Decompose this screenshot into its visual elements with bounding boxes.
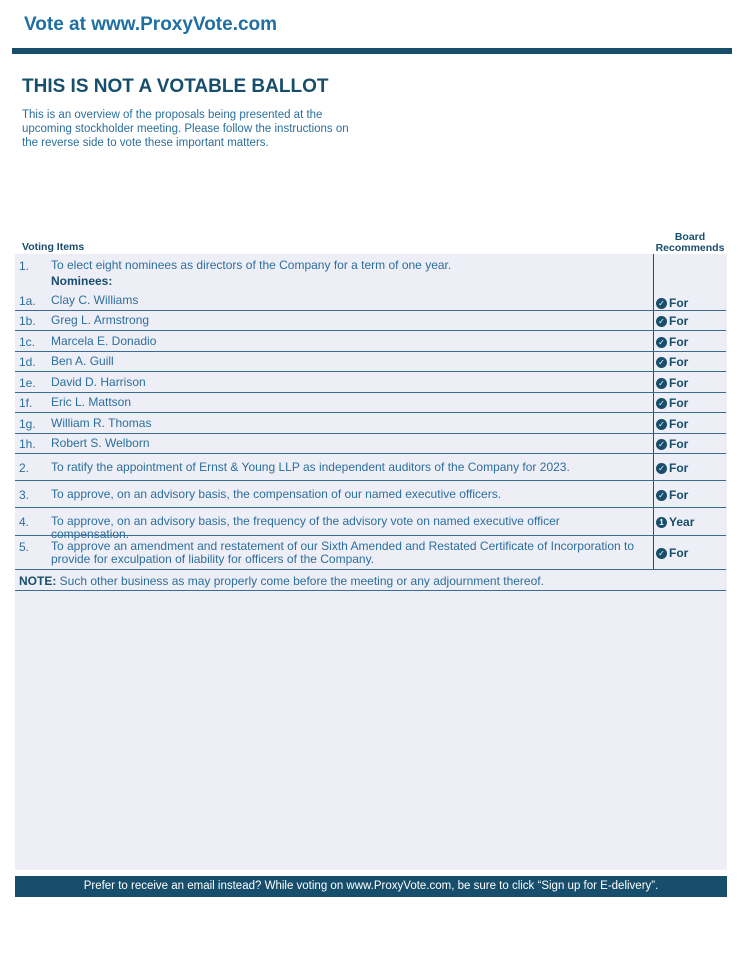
e-delivery-footer: Prefer to receive an email instead? While voting on www.ProxyVote.com, be sure to click “Sign up for E-delivery”. bbox=[15, 876, 727, 897]
recommendation-label: For bbox=[669, 355, 689, 369]
proposal-text: To approve, on an advisory basis, the compensation of our named executive officers. bbox=[51, 487, 502, 501]
nominees-label: Nominees: bbox=[51, 274, 113, 288]
nominee-number: 1d. bbox=[19, 355, 36, 369]
check-circle-icon: ✓ bbox=[656, 439, 667, 450]
recommendation-label: For bbox=[669, 461, 689, 475]
check-circle-icon: ✓ bbox=[656, 548, 667, 559]
check-circle-icon: ✓ bbox=[656, 316, 667, 327]
recommendation bbox=[656, 296, 688, 310]
nominee-row bbox=[15, 311, 726, 331]
nominee-name: Robert S. Welborn bbox=[51, 436, 150, 450]
recommendation-label: Year bbox=[669, 515, 695, 529]
check-circle-icon: ✓ bbox=[656, 357, 667, 368]
board-recommends-line2: Recommends bbox=[655, 242, 725, 254]
proposal-row-5 bbox=[15, 536, 726, 570]
intro-paragraph: This is an overview of the proposals being presented at the upcoming stockholder meeting. Please follow the instructions on the reverse side to vote these important matters. bbox=[22, 109, 349, 149]
nominee-row bbox=[15, 393, 726, 413]
proxyvote-url-heading: Vote at www.ProxyVote.com bbox=[24, 14, 278, 35]
nominee-name: Clay C. Williams bbox=[51, 293, 139, 307]
recommendation bbox=[656, 515, 694, 529]
nominee-row bbox=[15, 413, 726, 434]
proposal-row-2 bbox=[15, 454, 726, 481]
recommendation-label: For bbox=[669, 335, 689, 349]
page-title: THIS IS NOT A VOTABLE BALLOT bbox=[22, 76, 329, 97]
recommendation bbox=[656, 314, 688, 328]
recommendation bbox=[656, 461, 688, 475]
check-circle-icon: ✓ bbox=[656, 378, 667, 389]
nominee-number: 1e. bbox=[19, 376, 36, 390]
check-circle-icon: ✓ bbox=[656, 419, 667, 430]
nominee-number: 1g. bbox=[19, 417, 36, 431]
note-row bbox=[15, 570, 726, 591]
recommendation bbox=[656, 335, 688, 349]
recommendation-label: For bbox=[669, 314, 689, 328]
nominee-name: David D. Harrison bbox=[51, 375, 146, 389]
recommendation-label: For bbox=[669, 488, 689, 502]
recommendation-label: For bbox=[669, 437, 689, 451]
recommendation-label: For bbox=[669, 546, 689, 560]
nominee-row bbox=[15, 352, 726, 372]
check-circle-icon: ✓ bbox=[656, 490, 667, 501]
proposal-row-3 bbox=[15, 481, 726, 508]
proposal-number: 5. bbox=[19, 540, 30, 554]
recommendation bbox=[656, 437, 688, 451]
recommendation-label: For bbox=[669, 376, 689, 390]
proposal-text: To ratify the appointment of Ernst & Young LLP as independent auditors of the Company for 2023. bbox=[51, 460, 570, 474]
nominee-row bbox=[15, 434, 726, 454]
nominee-name: Eric L. Mattson bbox=[51, 395, 132, 409]
recommendation bbox=[656, 417, 688, 431]
nominee-row bbox=[15, 372, 726, 393]
note-text: Such other business as may properly come before the meeting or any adjournment thereof. bbox=[56, 574, 544, 588]
check-circle-icon: ✓ bbox=[656, 398, 667, 409]
nominee-name: Ben A. Guill bbox=[51, 354, 114, 368]
nominee-number: 1c. bbox=[19, 335, 36, 349]
nominee-row bbox=[15, 331, 726, 352]
proposal-number: 1. bbox=[19, 259, 30, 273]
proposal-number: 3. bbox=[19, 488, 30, 502]
nominee-name: Greg L. Armstrong bbox=[51, 313, 150, 327]
proposal-text: To approve an amendment and restatement of our Sixth Amended and Restated Certificate of Incorporation to provide for exculpation of liability for officers of the Company. bbox=[51, 539, 635, 566]
board-recommends-line1: Board bbox=[674, 231, 706, 243]
number-one-circle-icon: 1 bbox=[656, 517, 667, 528]
recommendation bbox=[656, 355, 688, 369]
check-circle-icon: ✓ bbox=[656, 337, 667, 348]
nominee-number: 1b. bbox=[19, 314, 36, 328]
proposal-number: 2. bbox=[19, 461, 30, 475]
proposal-number: 4. bbox=[19, 515, 30, 529]
voting-items-header: Voting Items bbox=[22, 241, 85, 253]
nominee-row bbox=[15, 290, 726, 311]
proposal-text: To elect eight nominees as directors of the Company for a term of one year. bbox=[51, 258, 452, 272]
header-divider bbox=[12, 48, 732, 54]
recommendation-label: For bbox=[669, 396, 689, 410]
recommendation bbox=[656, 396, 688, 410]
recommendation-label: For bbox=[669, 417, 689, 431]
proposal-row-1 bbox=[15, 256, 726, 290]
proposal-row-4 bbox=[15, 508, 726, 541]
recommendation bbox=[656, 546, 688, 560]
nominee-number: 1a. bbox=[19, 294, 36, 308]
nominee-name: William R. Thomas bbox=[51, 416, 152, 430]
proposal-text: To approve, on an advisory basis, the frequency of the advisory vote on named executive officer compensation. bbox=[51, 514, 560, 541]
nominee-name: Marcela E. Donadio bbox=[51, 334, 157, 348]
note-text-wrap bbox=[19, 574, 544, 588]
board-recommends-header bbox=[652, 232, 728, 254]
note-label: NOTE: bbox=[19, 574, 57, 588]
nominee-number: 1f. bbox=[19, 396, 33, 410]
nominee-number: 1h. bbox=[19, 437, 36, 451]
check-circle-icon: ✓ bbox=[656, 463, 667, 474]
recommendation-label: For bbox=[669, 296, 689, 310]
recommendation bbox=[656, 376, 688, 390]
check-circle-icon: ✓ bbox=[656, 298, 667, 309]
recommendation bbox=[656, 488, 688, 502]
